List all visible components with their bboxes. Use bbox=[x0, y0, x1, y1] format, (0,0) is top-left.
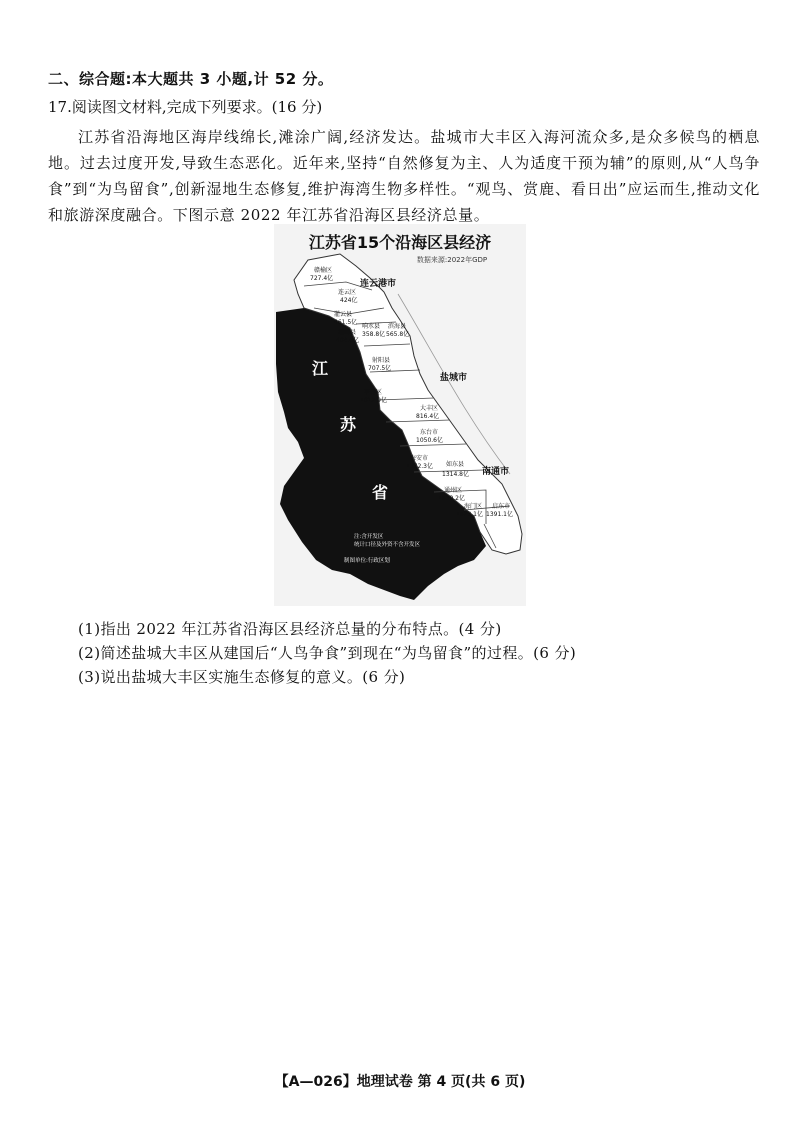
district-name: 滨海县 bbox=[388, 323, 407, 330]
map-note-line-2: 统计口径及外资不含开发区 bbox=[354, 542, 421, 548]
district-name: 通州区 bbox=[444, 487, 463, 494]
district-name: 亭湖区 bbox=[364, 389, 383, 396]
district-value: 358.8亿 bbox=[362, 331, 386, 338]
province-char-3: 省 bbox=[372, 483, 389, 502]
section-heading: 二、综合题:本大题共 3 小题,计 52 分。 bbox=[48, 70, 334, 88]
coastal-economy-map bbox=[274, 224, 526, 606]
map-title: 江苏省15个沿海区县经济 bbox=[308, 233, 492, 252]
district-name: 启东市 bbox=[492, 503, 511, 510]
city-label-yancheng: 盐城市 bbox=[440, 373, 468, 383]
district-name: 连云区 bbox=[338, 289, 357, 296]
district-value: 1391.1亿 bbox=[486, 511, 513, 518]
district-name: 如东县 bbox=[446, 461, 465, 468]
district-value: 565.8亿 bbox=[386, 331, 410, 338]
district-name: 海门区 bbox=[464, 503, 483, 510]
district-value: 707.5亿 bbox=[368, 365, 392, 372]
district-value: 1639.2亿 bbox=[438, 495, 465, 502]
province-char-1: 江 bbox=[312, 359, 329, 378]
district-value: 816.4亿 bbox=[416, 413, 440, 420]
district-name: 灌云县 bbox=[334, 311, 353, 318]
question-title: 17.阅读图文材料,完成下列要求。(16 分) bbox=[48, 98, 323, 116]
district-name: 灌南县 bbox=[338, 329, 357, 336]
district-name: 海安市 bbox=[410, 455, 429, 462]
city-label-lianyungang: 连云港市 bbox=[360, 279, 397, 289]
district-name: 大丰区 bbox=[420, 405, 439, 412]
district-value: 1050.6亿 bbox=[416, 437, 443, 444]
city-label-nantong: 南通市 bbox=[482, 467, 510, 477]
province-char-2: 苏 bbox=[340, 415, 357, 434]
district-name: 赣榆区 bbox=[314, 267, 333, 274]
subquestion-2: (2)简述盐城大丰区从建国后“人鸟争食”到现在“为鸟留食”的过程。(6 分) bbox=[78, 644, 577, 662]
district-name: 射阳县 bbox=[372, 357, 391, 364]
district-name: 响水县 bbox=[362, 323, 381, 330]
question-passage: 江苏省沿海地区海岸线绵长,滩涂广阔,经济发达。盐城市大丰区入海河流众多,是众多候鸟的栖息地。过去过度开发,导致生态恶化。近年来,坚持“自然修复为主、人为适度干预为辅”的原则,从“人鸟争食”到“为鸟留食”,创新湿地生态修复,维护海湾生物多样性。“观鸟、赏鹿、看日出”应运而生,推动文化和旅游深度融合。下图示意 2022 年江苏省沿海区县经济总量。 bbox=[48, 128, 760, 224]
district-value: 404.6亿 bbox=[336, 337, 360, 344]
district-value: 424亿 bbox=[340, 297, 358, 304]
district-value: 1372.3亿 bbox=[406, 463, 433, 470]
district-value: 727.4亿 bbox=[310, 275, 334, 282]
district-value: 461.5亿 bbox=[334, 319, 358, 326]
district-value: 1314.8亿 bbox=[442, 471, 469, 478]
map-note-footer: 制图单位:行政区划 bbox=[344, 558, 390, 564]
subquestion-3: (3)说出盐城大丰区实施生态修复的意义。(6 分) bbox=[78, 668, 406, 686]
page-footer: 【A—026】地理试卷 第 4 页(共 6 页) bbox=[274, 1074, 526, 1090]
subquestion-1: (1)指出 2022 年江苏省沿海区县经济总量的分布特点。(4 分) bbox=[78, 620, 502, 638]
district-name: 东台市 bbox=[420, 429, 439, 436]
map-note-line-1: 注:含开发区 bbox=[354, 534, 384, 540]
district-value: 1012.9亿 bbox=[360, 397, 387, 404]
map-source: 数据来源:2022年GDP bbox=[416, 256, 488, 264]
district-value: 1623.1亿 bbox=[456, 511, 483, 518]
